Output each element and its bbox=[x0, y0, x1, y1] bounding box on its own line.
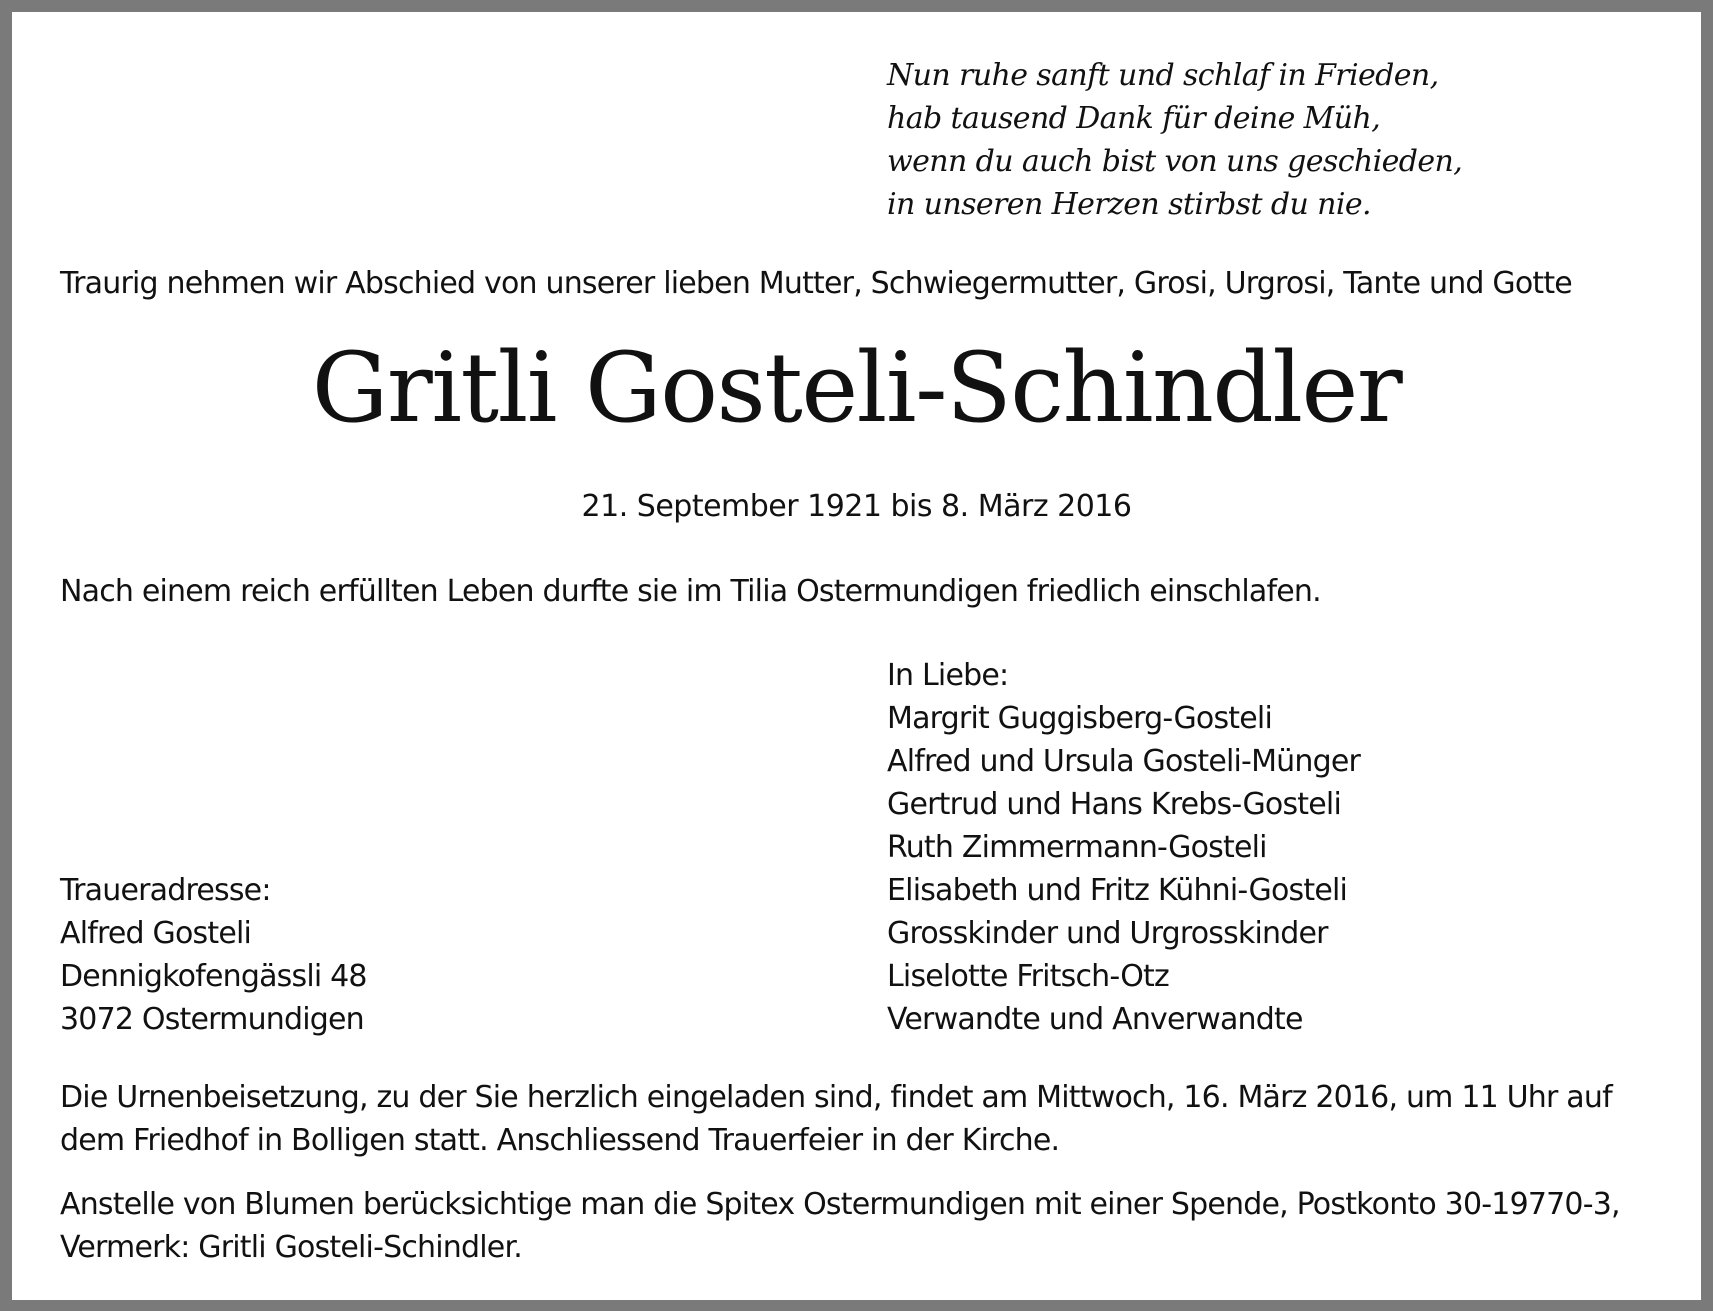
mourners-heading: In Liebe: bbox=[887, 658, 1009, 693]
verse-line: Nun ruhe sanft und schlaf in Frieden, bbox=[887, 58, 1439, 93]
mourner-name: Elisabeth und Fritz Kühni-Gosteli bbox=[887, 873, 1348, 908]
burial-line: Die Urnenbeisetzung, zu der Sie herzlich eingeladen sind, findet am Mittwoch, 16. März 2016, um 11 Uhr auf bbox=[60, 1080, 1612, 1115]
donation-line: Vermerk: Gritli Gosteli-Schindler. bbox=[60, 1230, 522, 1265]
intro-text: Traurig nehmen wir Abschied von unserer lieben Mutter, Schwiegermutter, Grosi, Urgrosi, Tante und Gotte bbox=[60, 266, 1572, 301]
address-line: Dennigkofengässli 48 bbox=[60, 959, 367, 994]
mourner-name: Verwandte und Anverwandte bbox=[887, 1002, 1303, 1037]
burial-line: dem Friedhof in Bolligen statt. Anschliessend Trauerfeier in der Kirche. bbox=[60, 1123, 1060, 1158]
address-heading: Traueradresse: bbox=[60, 873, 271, 908]
verse-line: wenn du auch bist von uns geschieden, bbox=[887, 144, 1463, 179]
mourner-name: Alfred und Ursula Gosteli-Münger bbox=[887, 744, 1361, 779]
mourners-list bbox=[887, 654, 1360, 1041]
mourning-address bbox=[60, 869, 367, 1041]
life-statement: Nach einem reich erfüllten Leben durfte sie im Tilia Ostermundigen friedlich einschlafen. bbox=[60, 574, 1321, 609]
mourner-name: Liselotte Fritsch-Otz bbox=[887, 959, 1169, 994]
burial-notice bbox=[60, 1076, 1660, 1162]
address-line: Alfred Gosteli bbox=[60, 916, 252, 951]
memorial-verse bbox=[887, 54, 1462, 226]
donation-line: Anstelle von Blumen berücksichtige man die Spitex Ostermundigen mit einer Spende, Postkonto 30-19770-3, bbox=[60, 1187, 1620, 1222]
donation-notice bbox=[60, 1183, 1660, 1269]
life-dates: 21. September 1921 bis 8. März 2016 bbox=[581, 489, 1132, 524]
deceased-name: Gritli Gosteli-Schindler bbox=[311, 332, 1402, 444]
mourner-name: Gertrud und Hans Krebs-Gosteli bbox=[887, 787, 1341, 822]
address-line: 3072 Ostermundigen bbox=[60, 1002, 364, 1037]
verse-line: in unseren Herzen stirbst du nie. bbox=[887, 187, 1371, 222]
mourner-name: Grosskinder und Urgrosskinder bbox=[887, 916, 1328, 951]
verse-line: hab tausend Dank für deine Müh, bbox=[887, 101, 1381, 136]
mourner-name: Margrit Guggisberg-Gosteli bbox=[887, 701, 1272, 736]
mourner-name: Ruth Zimmermann-Gosteli bbox=[887, 830, 1267, 865]
obituary-notice bbox=[12, 12, 1701, 1300]
